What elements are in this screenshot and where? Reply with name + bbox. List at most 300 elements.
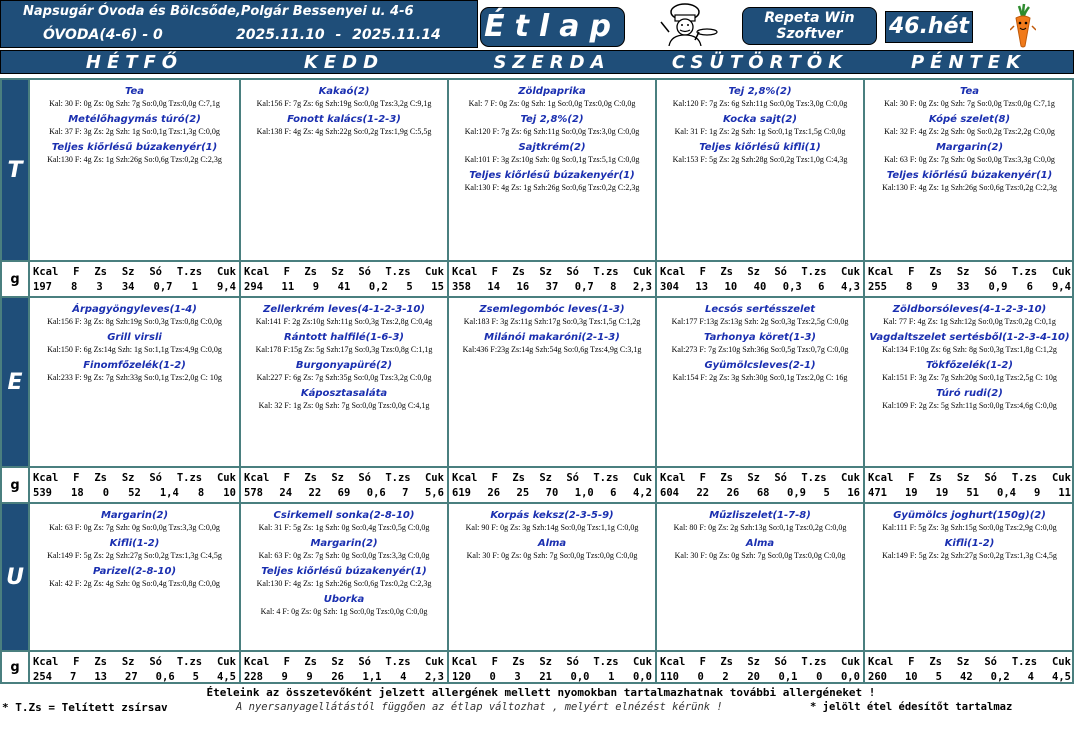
dish-nutrition: Kal:273 F: 7g Zs:10g Szh:36g So:0,5g Tzs:0,7g C:0,0g [671, 345, 849, 354]
total-header: Sz [539, 472, 552, 484]
total-header: Kcal [452, 472, 478, 484]
total-value: 0,2 [990, 671, 1010, 683]
meal-cell-thursday [657, 504, 865, 650]
dish-name: Zellerkrém leves(4-1-2-3-10) [263, 304, 425, 315]
dish-nutrition: Kal:153 F: 5g Zs: 2g Szh:28g So:0,2g Tzs:1,0g C:4,3g [672, 155, 848, 164]
total-value: 7 [402, 487, 409, 499]
daily-total-tuesday [241, 260, 449, 298]
total-header: Zs [94, 656, 107, 668]
daily-total-tuesday [241, 466, 449, 504]
total-value: 13 [94, 671, 107, 683]
allergen-note: Ételeink az összetevőként jelzett allergének mellett nyomokban tartalmazhatnak további allergéneket ! [206, 686, 876, 699]
total-value: 4,5 [217, 671, 236, 683]
total-header: Só [566, 656, 579, 668]
total-value: 2,3 [632, 281, 652, 293]
total-header-row [865, 472, 1074, 484]
daily-total-monday [30, 466, 241, 504]
dish-nutrition: Kal:156 F: 7g Zs: 6g Szh:19g So:0,0g Tzs:3,2g C:9,1g [256, 99, 432, 108]
total-value: 0,6 [155, 671, 175, 683]
total-header-row [657, 656, 863, 668]
total-header: Cuk [632, 472, 652, 484]
total-value: 358 [452, 281, 471, 293]
total-header: Sz [331, 472, 344, 484]
dish-name: Kifli(1-2) [109, 538, 160, 549]
total-header: Kcal [33, 656, 59, 668]
total-header: T.zs [593, 266, 619, 278]
dish-name: Tej 2,8%(2) [728, 86, 792, 97]
total-value: 10 [724, 281, 738, 293]
meal-cell-wednesday [449, 80, 657, 260]
meal-cell-wednesday [449, 504, 657, 650]
total-value-row [241, 671, 447, 683]
total-header-row [30, 656, 239, 668]
total-header: Sz [747, 266, 760, 278]
total-header: Sz [539, 656, 552, 668]
dish-name: Csirkemell sonka(2-8-10) [273, 510, 415, 521]
total-header: Só [149, 656, 162, 668]
dish-name: Tea [124, 86, 145, 97]
total-value: 26 [487, 487, 501, 499]
change-note: A nyersanyagellátástól függően az étlap változhat , melyért elnézést kérünk ! [236, 701, 723, 713]
total-value: 0,9 [988, 281, 1008, 293]
total-value: 255 [868, 281, 887, 293]
total-header: Sz [121, 472, 135, 484]
total-value: 1,0 [574, 487, 594, 499]
total-header: T.zs [1011, 472, 1038, 484]
total-header: Zs [304, 266, 317, 278]
total-value: 1,1 [362, 671, 382, 683]
dish-nutrition: Kal: 30 F: 0g Zs: 0g Szh: 7g So:0,0g Tzs:0,0g C:7,1g [49, 99, 220, 108]
total-header: F [283, 656, 290, 668]
total-value: 11 [1058, 487, 1071, 499]
dish-name: Fonott kalács(1-2-3) [287, 114, 401, 125]
total-value: 11 [281, 281, 295, 293]
total-value: 4,5 [1052, 671, 1071, 683]
total-value: 228 [244, 671, 263, 683]
total-value: 10 [223, 487, 236, 499]
meal-cell-tuesday [241, 504, 449, 650]
total-value-row [30, 281, 239, 293]
total-header: Kcal [33, 266, 59, 278]
dish-name: Alma [745, 538, 775, 549]
total-value: 15 [431, 281, 444, 293]
total-value: 0,1 [778, 671, 798, 683]
total-header: Cuk [632, 656, 652, 668]
total-header: Kcal [868, 266, 894, 278]
total-header: Só [358, 472, 371, 484]
total-value: 294 [244, 281, 263, 293]
total-header: F [491, 656, 498, 668]
total-header-row [241, 656, 447, 668]
dish-nutrition: Kal: 32 F: 4g Zs: 2g Szh: 0g So:0,2g Tzs:2,2g C:0,0g [884, 127, 1055, 136]
dish-name: Tarhonya köret(1-3) [703, 332, 817, 343]
menu-header [0, 0, 1082, 50]
day-friday: PÉNTEK [910, 52, 1027, 73]
total-value: 27 [125, 671, 138, 683]
total-header: Só [774, 656, 787, 668]
total-value-row [865, 281, 1074, 293]
total-value: 14 [487, 281, 501, 293]
total-header: T.zs [176, 266, 203, 278]
total-header: Cuk [1051, 472, 1071, 484]
total-header: T.zs [593, 472, 619, 484]
total-value: 4 [400, 671, 407, 683]
total-header: Sz [956, 472, 970, 484]
day-tuesday: KEDD [303, 52, 385, 73]
total-header: Sz [747, 656, 760, 668]
daily-total-tuesday [241, 650, 449, 684]
meal-cell-monday [30, 504, 241, 650]
total-header: Só [984, 266, 997, 278]
total-header: T.zs [385, 656, 411, 668]
total-value-row [449, 487, 655, 499]
dish-name: Rántott halfilé(1-6-3) [284, 332, 404, 343]
total-header-row [865, 656, 1074, 668]
total-value: 19 [904, 487, 918, 499]
total-value: 16 [516, 281, 530, 293]
total-header: T.zs [1011, 266, 1038, 278]
total-header: Sz [121, 656, 135, 668]
total-value: 6 [818, 281, 825, 293]
total-value: 260 [868, 671, 887, 683]
daily-total-thursday [657, 650, 865, 684]
total-header: F [283, 472, 290, 484]
total-header-row [241, 266, 447, 278]
total-header-row [449, 266, 655, 278]
total-value: 110 [660, 671, 679, 683]
dish-name: Sajtkrém(2) [518, 142, 586, 153]
meal-label-e: E [2, 298, 30, 466]
day-monday: HÉTFŐ [85, 52, 184, 73]
dish-name: Kifli(1-2) [944, 538, 995, 549]
dish-nutrition: Kal: 30 F: 0g Zs: 0g Szh: 7g So:0,0g Tzs:0,0g C:7,1g [884, 99, 1055, 108]
total-value-row [657, 487, 863, 499]
total-value: 25 [516, 487, 530, 499]
total-value: 41 [337, 281, 351, 293]
total-header: Sz [331, 266, 344, 278]
total-header: Só [149, 472, 162, 484]
software-brand [742, 7, 877, 45]
dish-name: Zöldborsóleves(4-1-2-3-10) [892, 304, 1047, 315]
total-value: 471 [868, 487, 887, 499]
dish-nutrition: Kal:154 F: 2g Zs: 3g Szh:30g So:0,1g Tzs:2,0g C: 16g [672, 373, 848, 382]
dish-nutrition: Kal:138 F: 4g Zs: 4g Szh:22g So:0,2g Tzs:1,9g C:5,5g [256, 127, 432, 136]
total-value: 69 [337, 487, 351, 499]
total-header: Só [984, 472, 997, 484]
dish-nutrition: Kal: 63 F: 0g Zs: 7g Szh: 0g So:0,0g Tzs:3,3g C:0,0g [49, 523, 220, 532]
total-header: Zs [304, 656, 317, 668]
daily-total-monday [30, 260, 241, 298]
total-header: Só [358, 656, 371, 668]
total-header: Kcal [868, 656, 894, 668]
total-value: 26 [726, 487, 740, 499]
total-value: 5 [935, 671, 942, 683]
total-header: Cuk [216, 266, 236, 278]
total-header: Zs [929, 266, 942, 278]
total-header: Kcal [244, 656, 270, 668]
total-value: 19 [935, 487, 949, 499]
tzs-note: * T.Zs = Telített zsírsav [2, 701, 168, 714]
total-value: 34 [121, 281, 135, 293]
total-value: 52 [128, 487, 141, 499]
total-value: 604 [660, 487, 679, 499]
total-header: Só [566, 266, 579, 278]
total-header: Zs [304, 472, 317, 484]
gram-label: g [2, 650, 30, 684]
total-value: 33 [956, 281, 970, 293]
dish-name: Árpagyöngyleves(1-4) [72, 304, 197, 315]
total-value: 0,3 [782, 281, 802, 293]
meal-cell-tuesday [241, 80, 449, 260]
total-value: 2,3 [424, 671, 444, 683]
total-value: 0,9 [787, 487, 806, 499]
dish-nutrition: Kal: 31 F: 1g Zs: 2g Szh: 1g So:0,1g Tzs:1,5g C:0,0g [674, 127, 846, 136]
total-header-row [449, 656, 655, 668]
total-value: 0,4 [997, 487, 1016, 499]
total-header: Cuk [632, 266, 652, 278]
total-header: Só [566, 472, 579, 484]
total-value: 37 [545, 281, 559, 293]
total-value: 0 [489, 671, 496, 683]
dish-name: Alma [537, 538, 567, 549]
total-header: F [908, 656, 915, 668]
total-header: Só [774, 266, 787, 278]
total-value: 2 [722, 671, 729, 683]
date-to: 2025.11.14 [352, 27, 441, 43]
total-header: T.zs [1011, 656, 1038, 668]
total-value: 7 [69, 671, 77, 683]
dish-nutrition: Kal:130 F: 4g Zs: 1g Szh:26g So:0,6g Tzs:0,2g C:2,3g [464, 183, 640, 192]
total-value: 5 [406, 281, 413, 293]
total-header: Só [358, 266, 371, 278]
date-range [236, 27, 441, 43]
total-value: 0 [816, 671, 823, 683]
brand-line-1: Repeta Win [764, 10, 855, 26]
dish-nutrition: Kal: 42 F: 2g Zs: 4g Szh: 0g So:0,4g Tzs:0,8g C:0,0g [49, 579, 220, 588]
dish-nutrition: Kal:233 F: 9g Zs: 7g Szh:33g So:0,1g Tzs:2,0g C: 10g [47, 373, 222, 382]
total-value: 16 [847, 487, 860, 499]
total-value: 42 [960, 671, 973, 683]
total-header-row [449, 472, 655, 484]
total-header: Sz [121, 266, 135, 278]
daily-total-wednesday [449, 466, 657, 504]
dish-nutrition: Kal:151 F: 3g Zs: 7g Szh:20g So:0,1g Tzs:2,5g C: 10g [882, 373, 1057, 382]
total-value: 10 [904, 671, 918, 683]
carrot-icon [1010, 2, 1036, 48]
total-value: 24 [279, 487, 293, 499]
meal-cell-thursday [657, 298, 865, 466]
total-header: F [699, 266, 706, 278]
total-value-row [241, 487, 447, 499]
dish-nutrition: Kal:436 F:23g Zs:14g Szh:54g So:0,6g Tzs:4,9g C:3,1g [462, 345, 642, 354]
total-header-row [30, 472, 239, 484]
meal-cell-friday [865, 80, 1074, 260]
total-header: Kcal [244, 266, 270, 278]
institution-name: Napsugár Óvoda és Bölcsőde,Polgár Bessenyei u. 4-6 [23, 4, 414, 19]
dish-name: Lecsós sertésszelet [704, 304, 816, 315]
gram-label: g [2, 260, 30, 298]
meal-cell-monday [30, 298, 241, 466]
total-value: 5,6 [424, 487, 444, 499]
brand-line-2: Szoftver [776, 26, 843, 42]
total-value: 578 [244, 487, 263, 499]
total-header: Cuk [216, 472, 236, 484]
total-value: 8 [71, 281, 78, 293]
dish-name: Vagdaltszelet sertésből(1-2-3-4-10) [869, 332, 1070, 343]
total-header: Zs [94, 266, 107, 278]
daily-total-friday [865, 650, 1074, 684]
total-value: 5 [192, 671, 199, 683]
total-value: 9 [931, 281, 938, 293]
total-header: F [73, 656, 80, 668]
total-header: Sz [956, 266, 970, 278]
daily-total-wednesday [449, 260, 657, 298]
total-value: 5 [823, 487, 830, 499]
total-header: Zs [512, 472, 525, 484]
dish-nutrition: Kal: 80 F: 0g Zs: 2g Szh:13g So:0,1g Tzs:0,2g C:0,0g [673, 523, 847, 532]
total-header: F [908, 266, 915, 278]
total-value: 68 [756, 487, 770, 499]
total-header: Kcal [868, 472, 894, 484]
total-header: Sz [747, 472, 760, 484]
total-value: 0,0 [840, 671, 860, 683]
dish-nutrition: Kal: 63 F: 0g Zs: 7g Szh: 0g So:0,0g Tzs:3,3g C:0,0g [258, 551, 430, 560]
total-value: 1 [191, 281, 198, 293]
menu-grid [0, 78, 1074, 684]
total-header: Cuk [1051, 656, 1071, 668]
total-header: Só [774, 472, 787, 484]
dish-nutrition: Kal:177 F:13g Zs:13g Szh: 2g So:0,3g Tzs:2,5g C:0,0g [671, 317, 849, 326]
total-value: 0 [697, 671, 704, 683]
total-value: 0,0 [632, 671, 652, 683]
dish-name: Teljes kiőrlésű kifli(1) [699, 142, 821, 153]
dish-name: Kópé szelet(8) [928, 114, 1011, 125]
total-value: 4,2 [632, 487, 652, 499]
total-header: T.zs [176, 472, 203, 484]
dish-name: Grill virsli [107, 332, 162, 343]
dish-name: Gyümölcs joghurt(150g)(2) [893, 510, 1046, 521]
total-header: T.zs [385, 266, 411, 278]
total-value: 22 [696, 487, 710, 499]
total-header: Cuk [216, 656, 236, 668]
total-value: 9,4 [216, 281, 236, 293]
daily-total-friday [865, 260, 1074, 298]
day-thursday: CSÜTÖRTÖK [671, 52, 849, 73]
total-header: T.zs [593, 656, 619, 668]
daily-total-thursday [657, 260, 865, 298]
dish-nutrition: Kal:109 F: 2g Zs: 5g Szh:11g So:0,0g Tzs:4,6g C:0,0g [882, 401, 1057, 410]
daily-total-wednesday [449, 650, 657, 684]
total-header: Sz [956, 656, 970, 668]
meal-cell-thursday [657, 80, 865, 260]
page-title: Étlap [480, 7, 625, 47]
dish-nutrition: Kal:120 F: 7g Zs: 6g Szh:11g So:0,0g Tzs:3,0g C:0,0g [464, 127, 640, 136]
total-header: F [491, 266, 498, 278]
total-value-row [30, 671, 239, 683]
week-number: 46.hét [885, 11, 973, 43]
meal-cell-friday [865, 298, 1074, 466]
total-value: 6 [610, 487, 617, 499]
sweetener-note: * jelölt étel édesítőt tartalmaz [810, 701, 1013, 713]
total-value: 4 [1027, 671, 1034, 683]
dish-name: Margarin(2) [310, 538, 378, 549]
dish-nutrition: Kal:130 F: 4g Zs: 1g Szh:26g So:0,6g Tzs:0,2g C:2,3g [256, 579, 432, 588]
dish-nutrition: Kal:111 F: 5g Zs: 3g Szh:15g So:0,0g Tzs:2,9g C:0,0g [882, 523, 1057, 532]
dish-nutrition: Kal:150 F: 6g Zs:14g Szh: 1g So:1,1g Tzs:4,9g C:0,0g [47, 345, 222, 354]
total-header: Cuk [424, 656, 444, 668]
total-value-row [657, 281, 863, 293]
dish-nutrition: Kal: 4 F: 0g Zs: 0g Szh: 1g So:0,0g Tzs:0,0g C:0,0g [260, 607, 428, 616]
daily-total-thursday [657, 466, 865, 504]
total-value: 3 [514, 671, 521, 683]
dish-name: Káposztasaláta [300, 388, 388, 399]
total-value: 6 [1026, 281, 1033, 293]
dish-name: Zöldpaprika [518, 86, 586, 97]
total-header: F [908, 472, 915, 484]
meal-label-t: T [2, 80, 30, 260]
total-header: T.zs [385, 472, 411, 484]
total-value: 8 [906, 281, 913, 293]
total-header: Zs [929, 472, 942, 484]
dish-nutrition: Kal: 77 F: 4g Zs: 1g Szh:12g So:0,0g Tzs:0,2g C:0,1g [883, 317, 1056, 326]
total-value: 197 [33, 281, 52, 293]
total-header: Cuk [424, 266, 444, 278]
total-header: Kcal [452, 656, 478, 668]
total-value-row [865, 671, 1074, 683]
meal-cell-wednesday [449, 298, 657, 466]
total-value: 0,7 [574, 281, 594, 293]
total-value: 619 [452, 487, 471, 499]
dish-name: Teljes kiőrlésű búzakenyér(1) [261, 566, 427, 577]
header-info-bar [0, 0, 478, 48]
total-header: Zs [929, 656, 942, 668]
total-header: F [73, 472, 80, 484]
total-value: 0,0 [570, 671, 590, 683]
dish-nutrition: Kal:134 F:10g Zs: 6g Szh: 8g So:0,3g Tzs:1,8g C:1,2g [882, 345, 1057, 354]
total-header-row [657, 266, 863, 278]
total-header: Cuk [424, 472, 444, 484]
dish-nutrition: Kal: 63 F: 0g Zs: 7g Szh: 0g So:0,0g Tzs:3,3g C:0,0g [884, 155, 1055, 164]
total-value-row [865, 487, 1074, 499]
total-header: Kcal [452, 266, 478, 278]
dish-nutrition: Kal:130 F: 4g Zs: 1g Szh:26g So:0,6g Tzs:0,2g C:2,3g [882, 183, 1057, 192]
dish-nutrition: Kal: 32 F: 1g Zs: 0g Szh: 7g So:0,0g Tzs:0,0g C:4,1g [258, 401, 430, 410]
total-value: 20 [747, 671, 760, 683]
dish-name: Tökfőzelék(1-2) [926, 360, 1013, 371]
total-header: Cuk [840, 472, 860, 484]
total-value-row [657, 671, 863, 683]
total-header: T.zs [801, 472, 827, 484]
dish-name: Margarin(2) [935, 142, 1004, 153]
total-value: 9 [1033, 487, 1041, 499]
dish-name: Milánói makaróni(2-1-3) [484, 332, 620, 343]
total-header-row [657, 472, 863, 484]
total-value: 304 [660, 281, 679, 293]
dish-nutrition: Kal:101 F: 3g Zs:10g Szh: 0g So:0,1g Tzs:5,1g C:0,0g [464, 155, 640, 164]
total-value: 8 [197, 487, 205, 499]
dish-nutrition: Kal:149 F: 5g Zs: 2g Szh:27g So:0,2g Tzs:1,3g C:4,5g [47, 551, 222, 560]
total-header: T.zs [801, 656, 827, 668]
dish-name: Margarin(2) [100, 510, 169, 521]
dish-nutrition: Kal: 90 F: 0g Zs: 3g Szh:14g So:0,0g Tzs:1,1g C:0,0g [465, 523, 639, 532]
total-value: 1,4 [159, 487, 179, 499]
dish-nutrition: Kal:130 F: 4g Zs: 1g Szh:26g So:0,6g Tzs:0,2g C:2,3g [47, 155, 222, 164]
total-value-row [449, 281, 655, 293]
total-value: 0,7 [153, 281, 173, 293]
total-header: Cuk [1051, 266, 1071, 278]
total-value-row [449, 671, 655, 683]
meal-cell-friday [865, 504, 1074, 650]
